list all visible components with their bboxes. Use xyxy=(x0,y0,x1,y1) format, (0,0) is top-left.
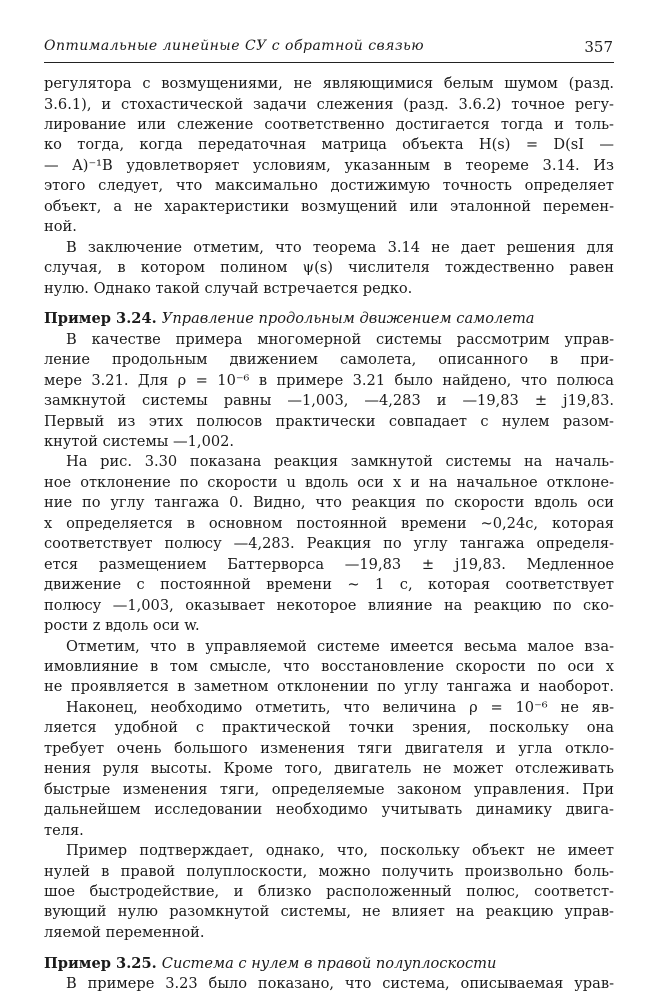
example-title: Система с нулем в правой полуплоскости xyxy=(161,954,497,972)
text-line: имовлияние в том смысле, что восстановление скорости по оси x xyxy=(44,658,614,675)
example-heading xyxy=(44,954,614,975)
text-line: ляется удобной с практической точки зрения, поскольку она xyxy=(44,719,614,737)
text-line: лирование или слежение соответственно достигается тогда и толь- xyxy=(44,115,614,133)
text-line: ное отклонение по скорости u вдоль оси x и на начальное отклоне- xyxy=(44,473,614,491)
text-line: случая, в котором полином ψ(s) числителя тождественно равен xyxy=(44,259,614,277)
text-line: кнутой системы —1,002. xyxy=(44,433,235,450)
text-line: этого следует, что максимально достижимую точность определяет xyxy=(44,177,614,195)
text-line: Пример подтверждает, однако, что, поскольку объект не имеет xyxy=(66,842,614,859)
text-line: рости z вдоль оси w. xyxy=(44,617,200,634)
text-line: дальнейшем исследовании необходимо учитывать динамику двига- xyxy=(44,801,614,819)
page-number: 357 xyxy=(584,38,613,56)
text-line: ется размещением Баттерворса —19,83 ± j19,83. Медленное xyxy=(44,555,614,573)
text-line: В примере 3.23 было показано, что система, описываемая урав- xyxy=(66,975,614,992)
text-line: движение с постоянной времени ~ 1 с, которая соответствует xyxy=(44,576,614,594)
text-line: регулятора с возмущениями, не являющимися белым шумом (разд. xyxy=(44,75,614,92)
text-line: теля. xyxy=(44,821,84,839)
text-line: нения руля высоты. Кроме того, двигатель не может отслеживать xyxy=(44,760,614,778)
text-line: быстрые изменения тяги, определяемые законом управления. При xyxy=(44,780,614,798)
text-line: ление продольным движением самолета, описанного в при- xyxy=(44,351,614,369)
text-line: ной. xyxy=(44,218,77,236)
text-line: ко тогда, когда передаточная матрица объекта H(s) = D(sI — xyxy=(44,136,614,154)
example-heading xyxy=(44,309,614,330)
text-line: ние по углу тангажа 0. Видно, что реакция по скорости вдоль оси xyxy=(44,494,614,512)
text-line: В качестве примера многомерной системы рассмотрим управ- xyxy=(66,330,614,348)
text-line: Наконец, необходимо отметить, что величина ρ = 10⁻⁶ не яв- xyxy=(66,698,614,716)
text-line: полюсу —1,003, оказывает некоторое влияние на реакцию по ско- xyxy=(44,596,614,614)
text-line: На рис. 3.30 показана реакция замкнутой системы на началь- xyxy=(66,453,614,471)
example-label: Пример 3.24. xyxy=(44,310,157,328)
text-line: x определяется в основном постоянной времени ~0,24с, которая xyxy=(44,514,614,532)
text-line: 3.6.1), и стохастической задачи слежения (разд. 3.6.2) точное регу- xyxy=(44,95,614,113)
text-line: нулей в правой полуплоскости, можно получить произвольно боль- xyxy=(44,862,614,880)
text-line: Отметим, что в управляемой системе имеется весьма малое вза- xyxy=(66,637,614,655)
text-line: вующий нулю разомкнутой системы, не влияет на реакцию управ- xyxy=(44,903,614,921)
text-line: мере 3.21. Для ρ = 10⁻⁶ в примере 3.21 было найдено, что полюса xyxy=(44,371,614,389)
text-line: замкнутой системы равны —1,003, —4,283 и —19,83 ± j19,83. xyxy=(44,392,614,409)
text-line: требует очень большого изменения тяги двигателя и угла откло- xyxy=(44,739,614,757)
text-line: Первый из этих полюсов практически совпадает с нулем разом- xyxy=(44,412,614,430)
example-title: Управление продольным движением самолета xyxy=(161,310,535,328)
text-line: соответствует полюсу —4,283. Реакция по углу тангажа определя- xyxy=(44,535,614,553)
text-line: В заключение отметим, что теорема 3.14 не дает решения для xyxy=(66,238,614,256)
text-line: ляемой переменной. xyxy=(44,923,205,941)
text-line: объект, а не характеристики возмущений или эталонной перемен- xyxy=(44,197,614,215)
running-title: Оптимальные линейные СУ с обратной связью xyxy=(44,38,425,54)
header-rule xyxy=(44,62,614,63)
text-line: — A)⁻¹B удовлетворяет условиям, указанным в теореме 3.14. Из xyxy=(44,156,614,174)
example-label: Пример 3.25. xyxy=(44,954,157,972)
text-line: не проявляется в заметном отклонении по углу тангажа и наоборот. xyxy=(44,678,614,696)
text-line: шое быстродействие, и близко расположенный полюс, соответст- xyxy=(44,883,614,900)
text-line: нулю. Однако такой случай встречается редко. xyxy=(44,279,413,297)
